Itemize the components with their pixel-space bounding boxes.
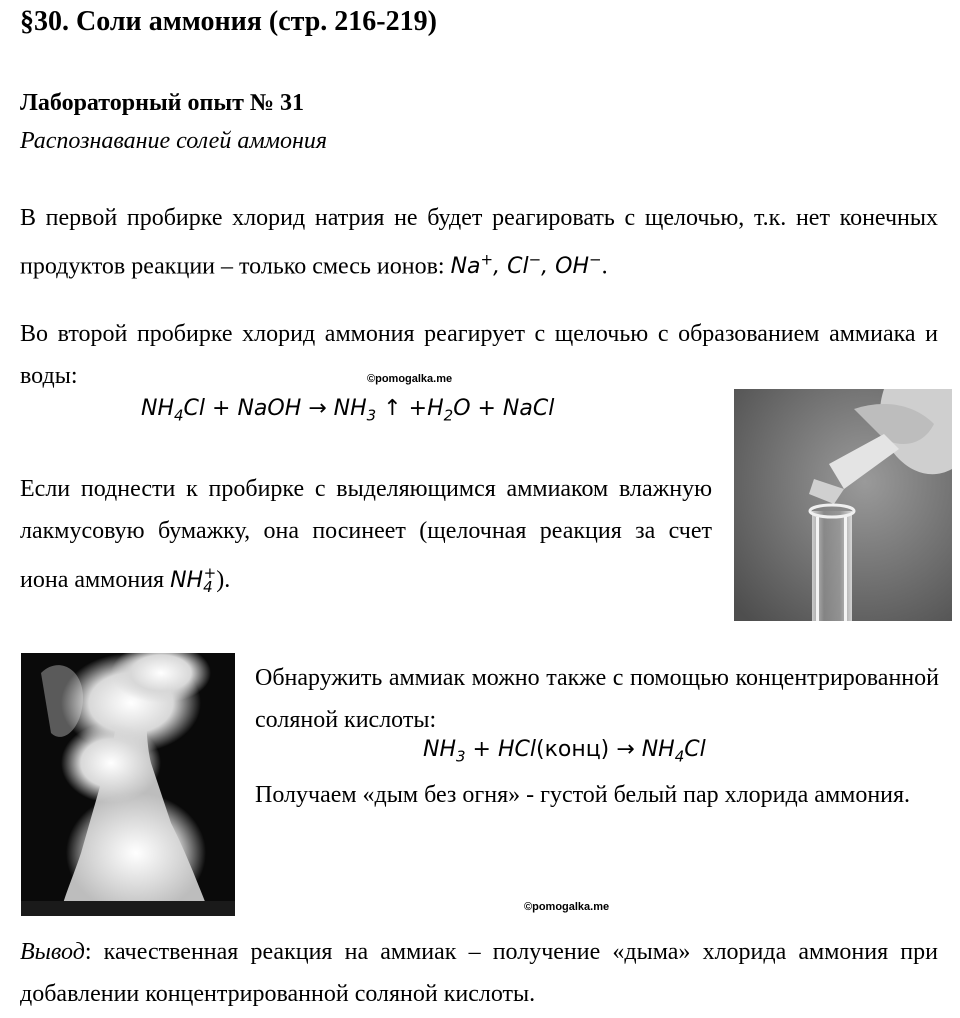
paragraph-1: [20, 197, 938, 288]
ammonium-ion-formula: $NH_4^+$: [170, 564, 217, 596]
smoke-flask-photo: [21, 653, 235, 916]
watermark: ©pomogalka.me: [367, 373, 453, 385]
lab-title: Лабораторный опыт № 31: [20, 90, 304, 116]
page-title: §30. Соли аммония (стр. 216-219): [20, 6, 437, 37]
paragraph-3-end: ).: [216, 567, 231, 593]
paragraph-5-text: Получаем «дым без огня» - густой белый пар хлорида аммония.: [255, 782, 911, 808]
paragraph-5: [255, 774, 939, 816]
paragraph-2-text: Во второй пробирке хлорид аммония реагирует с щелочью с образованием аммиака и воды:: [20, 321, 938, 389]
conclusion-label: Вывод: [20, 939, 85, 965]
equation-2: $NH_3$ + HCl(конц) → $NH_4Cl$: [423, 737, 706, 766]
conclusion-text: : качественная реакция на аммиак – получение «дыма» хлорида аммония при добавлении концентрированной соляной кислоты.: [20, 939, 938, 1007]
paragraph-4-text: Обнаружить аммиак можно также с помощью концентрированной соляной кислоты:: [255, 665, 939, 733]
paragraph-1-text: В первой пробирке хлорид натрия не будет реагировать с щелочью, т.к. нет конечных продуктов реакции – только смесь ионов:: [20, 205, 938, 280]
paragraph-3: [20, 468, 712, 608]
paragraph-3-text: Если поднести к пробирке с выделяющимся аммиаком влажную лакмусовую бумажку, она посинеет (щелочная реакция за счет иона аммония: [20, 476, 712, 593]
conclusion: [20, 931, 938, 1015]
equation-1: $NH_4Cl$ + NaOH → $NH_3$ ↑ $+H_2O$ + NaCl: [141, 396, 555, 425]
paragraph-2: [20, 313, 938, 397]
lab-subtitle: Распознавание солей аммония: [20, 128, 328, 154]
watermark: ©pomogalka.me: [524, 901, 610, 913]
ions-formula: Na+, Cl−, OH−: [450, 251, 602, 280]
test-tube-photo: [734, 389, 952, 621]
paragraph-1-end: .: [601, 253, 608, 280]
paragraph-4: [255, 657, 939, 741]
